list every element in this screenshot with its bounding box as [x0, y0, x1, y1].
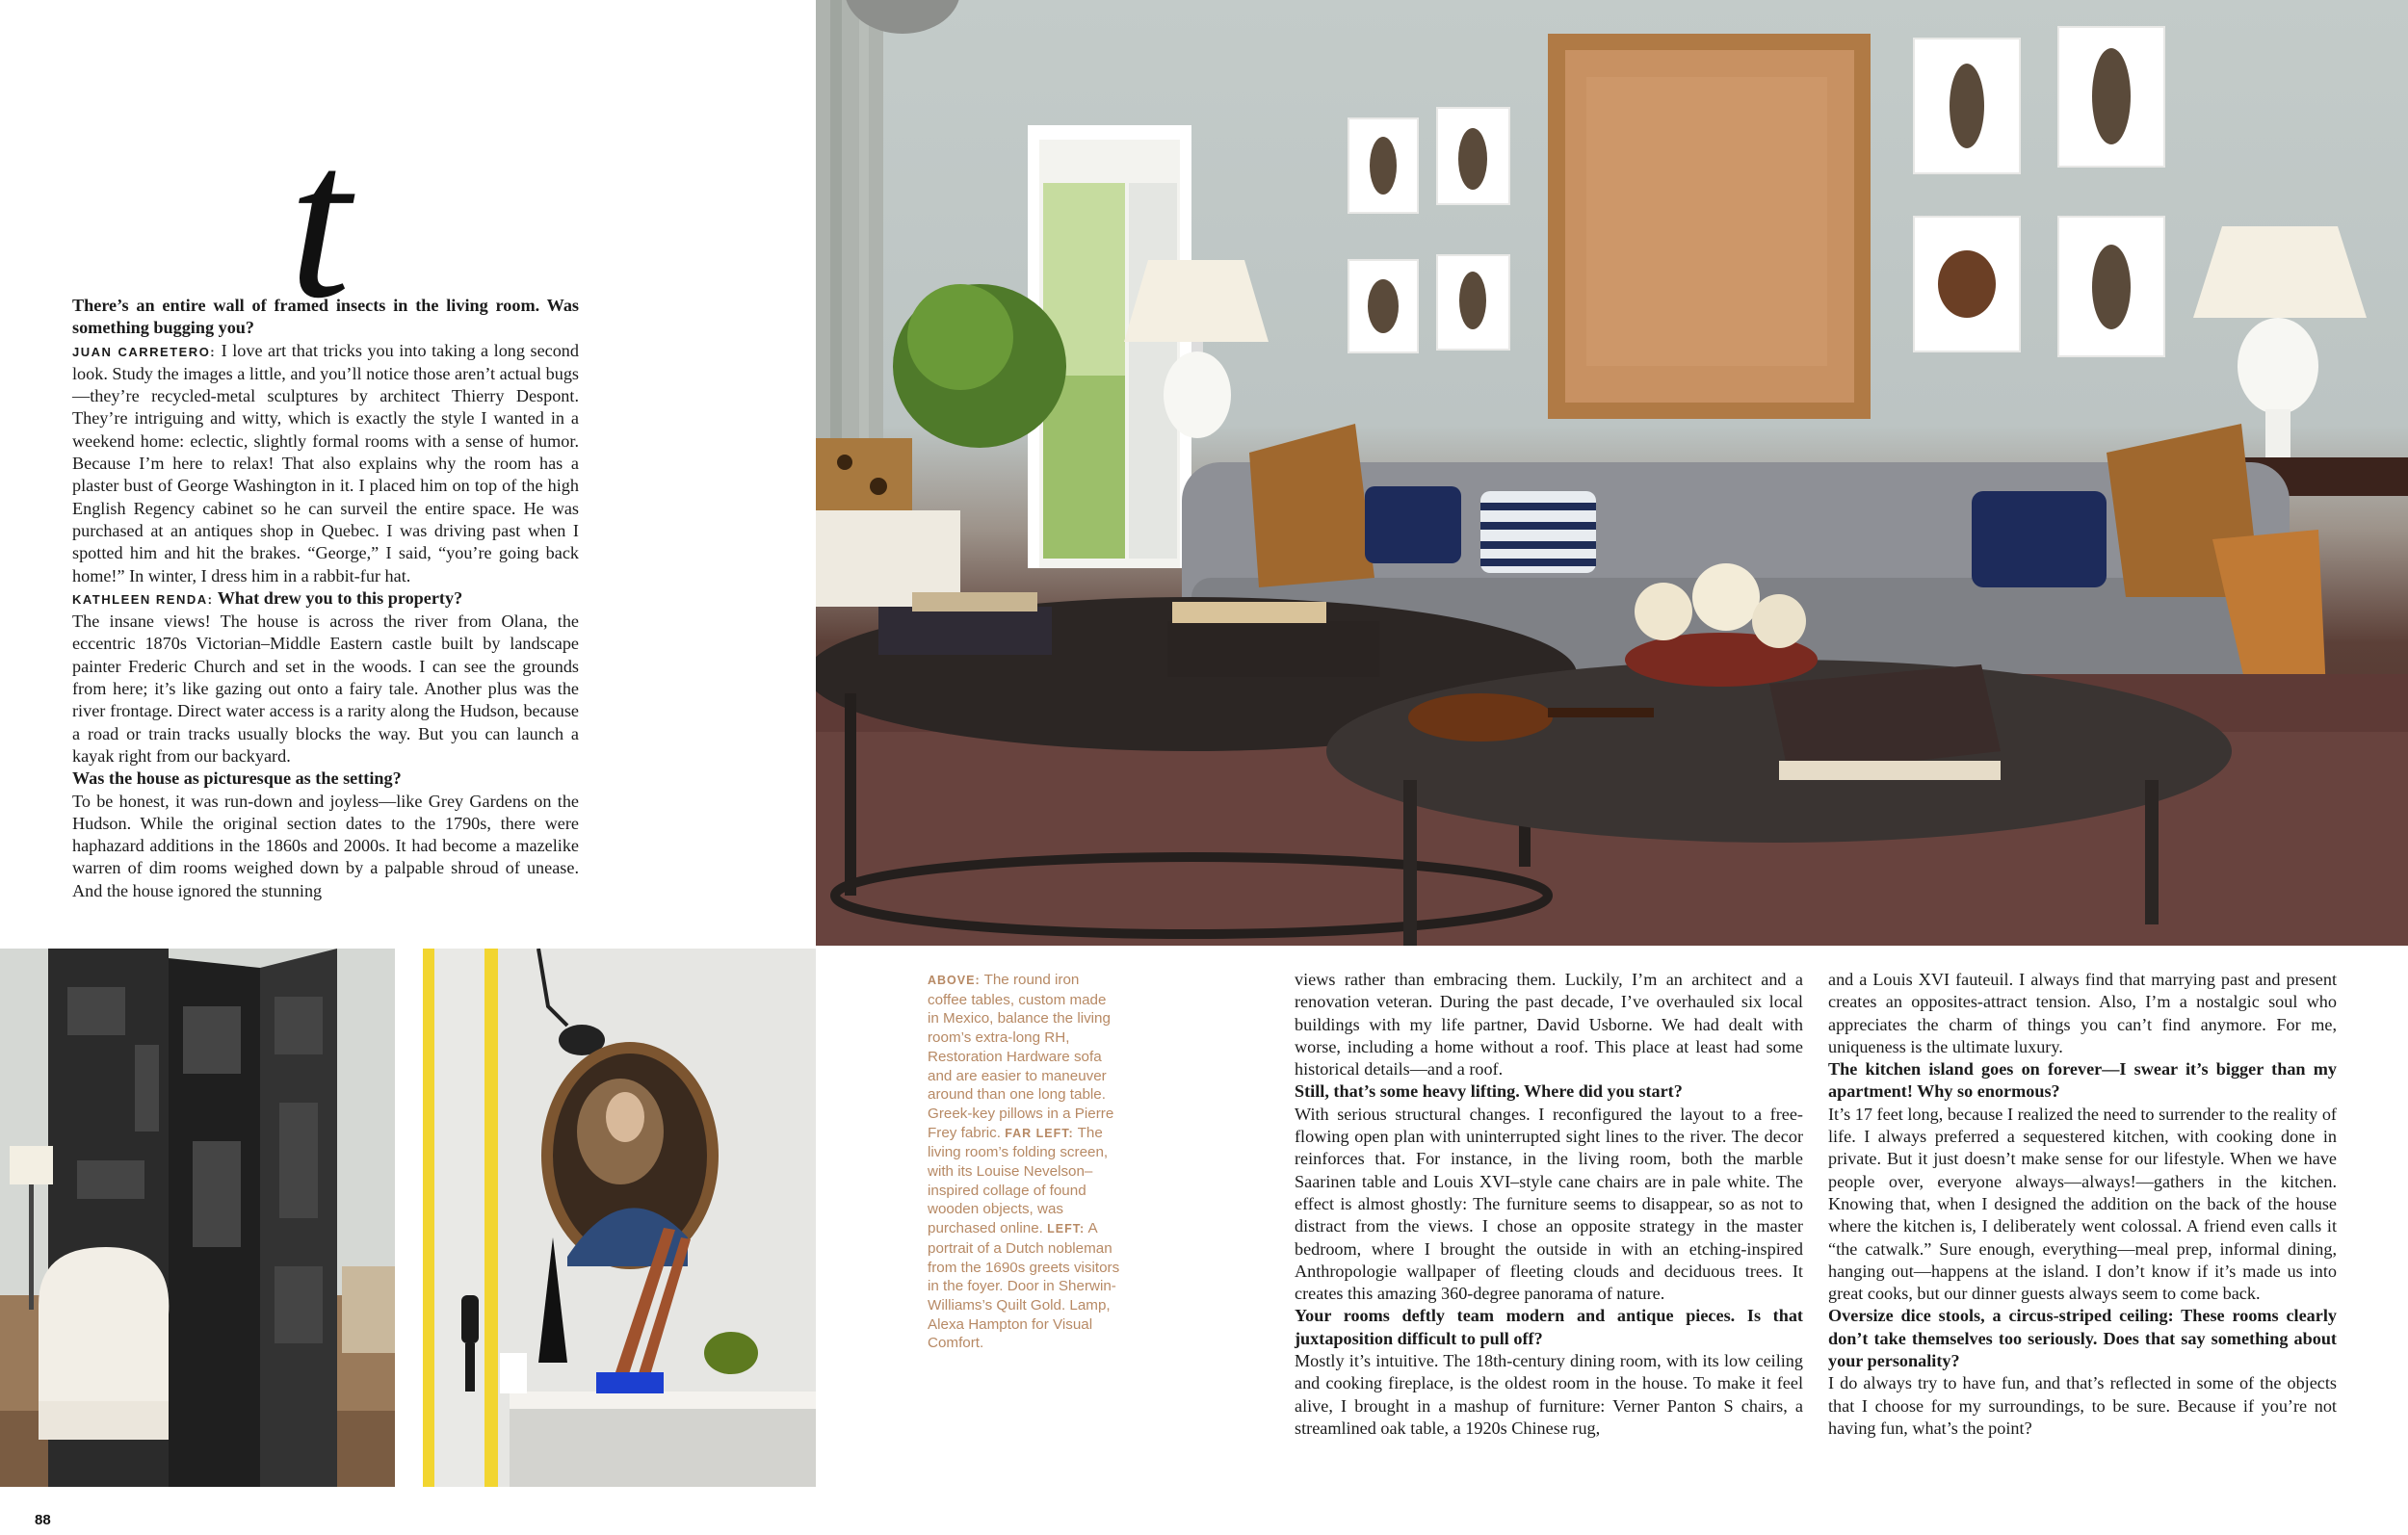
living-room-photo — [816, 0, 2408, 946]
question: The kitchen island goes on forever—I swear it’s bigger than my apartment! Why so enormous? — [1828, 1059, 2337, 1102]
caption-label: FAR LEFT: — [1005, 1126, 1074, 1140]
answer — [72, 340, 579, 587]
folding-screen-photo — [0, 949, 395, 1487]
question-text: What drew you to this property? — [213, 587, 463, 608]
drop-cap: t — [289, 98, 351, 344]
photo-caption — [928, 971, 1120, 1353]
answer: It’s 17 feet long, because I realized the need to surrender to the reality of life. I always preferred a sequestered kitchen, with cooking done in private. But it just doesn’t make sense for our lifestyle. When we have people over, everyone always—always!—gathers in the kitchen. Knowing that, when I designed the addition on the back of the house where the kitchen is, I deliberately went colossal. A friend even calls it “the catwalk.” Sure enough, everything—meal prep, informal dining, hanging out—happens at the island. I don’t know if it’s made us into great cooks, but our dinner guests always seem to come back. — [1828, 1104, 2337, 1304]
answer: and a Louis XVI fauteuil. I always find that marrying past and present creates an opposites-attract tension. Also, I’m a nostalgic soul who appreciates the charm of things you can’t find anymore. For me, uniqueness is the ultimate luxury. — [1828, 970, 2337, 1056]
answer: Mostly it’s intuitive. The 18th-century dining room, with its low ceiling and cooking fireplace, is the oldest room in the house. To make it feel alive, I brought in a mashup of furniture: Verner Panton S chairs, a streamlined oak table, a 1920s Chinese rug, — [1295, 1351, 1803, 1438]
caption-label: LEFT: — [1047, 1222, 1086, 1236]
article-column-left — [72, 295, 579, 902]
caption-label: ABOVE: — [928, 974, 981, 987]
speaker-label: KATHLEEN RENDA: — [72, 591, 214, 607]
question: There’s an entire wall of framed insects in the living room. Was something bugging you? — [72, 296, 579, 338]
answer: The insane views! The house is across the river from Olana, the eccentric 1870s Victorian–Middle Eastern castle built by landscape painter Frederic Church and set in the woods. I can see the grounds from here; it’s like gazing out onto a fairy tale. Another plus was the river frontage. Direct water access is a rarity along the Hudson, because a road or train tracks usually blocks the way. But you can launch a kayak right from our backyard. — [72, 611, 579, 766]
speaker-label: JUAN CARRETERO: — [72, 344, 217, 359]
caption-text: A portrait of a Dutch nobleman from the 1690s greets visitors in the foyer. Door in Sherwin-Williams’s Quilt Gold. Lamp, Alexa Hampton for Visual Comfort. — [928, 1220, 1120, 1352]
answer: views rather than embracing them. Luckily, I’m an architect and a renovation veteran. During the past decade, I’ve overhauled six local buildings with my life partner, David Usborne. We had dealt with worse, including a home without a roof. This place at least had some historical details—and a roof. — [1295, 970, 1803, 1080]
caption-text: The round iron coffee tables, custom made in Mexico, balance the living room’s extra-long RH, Restoration Hardware sofa and are easier to maneuver around than one long table. Greek-key pillows in a Pierre Frey fabric. — [928, 972, 1114, 1141]
answer: I do always try to have fun, and that’s reflected in some of the objects that I choose for my surroundings, to be sure. Because if you’re not having fun, what’s the point? — [1828, 1373, 2337, 1438]
article-column-right — [1828, 969, 2337, 1440]
answer-text: I love art that tricks you into taking a long second look. Study the images a little, and you’ll notice those aren’t actual bugs—they’re recycled-metal sculptures by architect Thierry Despont. They’re intriguing and witty, which is exactly the style I wanted in a weekend home: eclectic, slightly formal rooms with a sense of humor. Because I’m here to relax! That also explains why the room has a plaster bust of George Washington in it. I placed him on top of the high English Regency cabinet so he can surveil the entire space. He was purchased at an antiques shop in Quebec. I was driving past when I spotted him and hit the brakes. “George,” I said, “you’re going back home!” In winter, I dress him in a rabbit-fur hat. — [72, 340, 579, 585]
foyer-portrait-photo — [423, 949, 816, 1487]
question — [72, 587, 579, 611]
answer: With serious structural changes. I reconfigured the layout to a free-flowing open plan with uninterrupted sight lines to the river. The decor reinforces that. For instance, in the living room, both the marble Saarinen table and Louis XVI–style cane chairs are in pale white. The effect is almost ghostly: The furniture seems to disappear, so as not to distract from the views. I chose an opposite strategy in the master bedroom, where I brought the outside in with an etching-inspired Anthropologie wallpaper of fleeting clouds and deciduous trees. It creates this amazing 360-degree panorama of nature. — [1295, 1104, 1803, 1304]
question: Your rooms deftly team modern and antique pieces. Is that juxtaposition difficult to pull off? — [1295, 1306, 1803, 1348]
question: Oversize dice stools, a circus-striped ceiling: These rooms clearly don’t take themselves too seriously. Does that say something about your personality? — [1828, 1306, 2337, 1371]
question: Still, that’s some heavy lifting. Where did you start? — [1295, 1081, 1683, 1102]
caption-text: The living room’s folding screen, with its Louise Nevelson–inspired collage of found wooden objects, was purchased online. — [928, 1124, 1109, 1237]
article-column-middle — [1295, 969, 1803, 1440]
answer: To be honest, it was run-down and joyless—like Grey Gardens on the Hudson. While the original section dates to the 1790s, there were haphazard additions in the 1860s and 2000s. It had become a mazelike warren of dim rooms weighed down by a palpable shroud of unease. And the house ignored the stunning — [72, 791, 579, 900]
question: Was the house as picturesque as the setting? — [72, 768, 402, 789]
page-number: 88 — [35, 1512, 51, 1528]
